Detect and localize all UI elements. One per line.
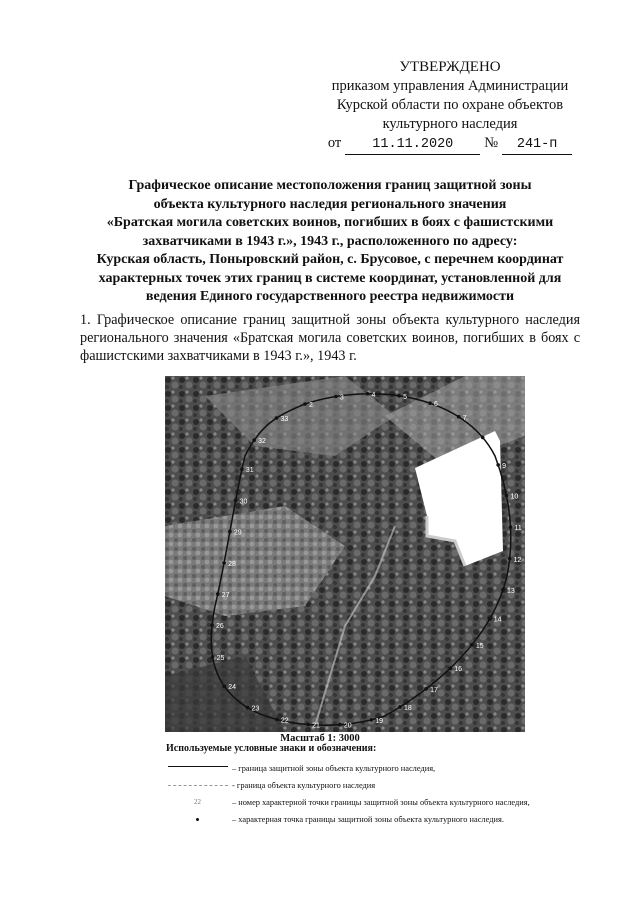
boundary-point-label: 5: [403, 393, 408, 401]
boundary-point-label: 19: [375, 717, 384, 725]
boundary-point: [252, 438, 256, 442]
legend-item: [168, 760, 588, 777]
boundary-point: [424, 687, 428, 691]
legend-item: [168, 811, 588, 828]
boundary-point-label: 16: [454, 666, 463, 674]
boundary-point-label: 25: [216, 654, 225, 662]
boundary-point: [398, 705, 402, 709]
boundary-point: [338, 723, 342, 727]
boundary-point-label: 17: [430, 686, 438, 694]
boundary-point-label: 18: [404, 704, 412, 712]
boundary-point: [428, 401, 432, 405]
boundary-point: [508, 557, 512, 561]
title-line: объекта культурного наследия регионального значения: [153, 196, 507, 212]
boundary-point-label: 10: [510, 493, 519, 501]
title-line: «Братская могила советских воинов, погибших в боях с фашистскими: [106, 215, 554, 230]
legend-text: – номер характерной точки границы защитной зоны объекта культурного наследия,: [232, 798, 530, 807]
order-date: 11.11.2020: [345, 135, 480, 155]
boundary-point: [369, 718, 373, 722]
boundary-point-label: 9: [502, 462, 507, 470]
boundary-point: [481, 436, 485, 440]
approval-stamp: [300, 58, 600, 155]
legend-text: – граница защитной зоны объекта культурного наследия,: [232, 764, 436, 773]
date-prefix: от: [327, 135, 342, 151]
order-number: 241-п: [502, 135, 572, 155]
boundary-point: [222, 684, 226, 688]
approval-heading: УТВЕРЖДЕНО: [399, 59, 501, 75]
boundary-point-label: 3: [339, 394, 344, 402]
boundary-point: [211, 655, 215, 659]
boundary-point-label: 24: [228, 684, 237, 692]
legend-text: – характерная точка границы защитной зоны объекта культурного наследия.: [232, 815, 504, 824]
boundary-point: [303, 402, 307, 406]
legend-item: [168, 794, 588, 811]
boundary-point: [275, 416, 279, 420]
boundary-point: [216, 592, 220, 596]
boundary-point-label: 13: [506, 587, 515, 595]
section-paragraph: 1. Графическое описание границ защитной зоны объекта культурного наследия регионального значения «Братская могила советских воинов, погибших в боях с фашистскими захватчиками в 1943 г.», 1943 г.: [80, 312, 580, 364]
boundary-point: [496, 463, 500, 467]
boundary-point-label: 6: [434, 401, 438, 409]
boundary-point: [470, 643, 474, 647]
point-number-sample: 22: [194, 797, 201, 806]
boundary-point: [334, 395, 338, 399]
boundary-point-label: 8: [486, 435, 491, 443]
boundary-point: [210, 623, 214, 627]
boundary-point: [222, 561, 226, 565]
aerial-map: [165, 376, 525, 732]
approval-date-line: [300, 134, 600, 155]
boundary-point-label: 20: [343, 722, 352, 730]
title-line: ведения Единого государственного реестра недвижимости: [145, 289, 515, 304]
approval-line-2: Курской области по охране объектов: [336, 97, 564, 113]
boundary-point-label: 32: [258, 438, 266, 446]
map-scale: Масштаб 1: 3000: [280, 733, 360, 744]
title-line: характерных точек этих границ в системе координат, установленной для: [98, 270, 562, 286]
boundary-point-label: 23: [251, 705, 260, 713]
boundary-point-label: 21: [312, 722, 320, 730]
boundary-point-label: 29: [233, 529, 242, 537]
boundary-point-label: 11: [514, 525, 522, 533]
boundary-point-label: 31: [245, 467, 254, 475]
boundary-point-label: 4: [371, 391, 376, 399]
boundary-point-label: 15: [475, 642, 484, 650]
boundary-point-label: 12: [513, 556, 522, 564]
boundary-point-label: 14: [493, 616, 502, 624]
boundary-point-label: 28: [228, 560, 236, 568]
boundary-point: [275, 718, 279, 722]
boundary-point: [397, 394, 401, 398]
number-prefix: №: [484, 135, 499, 151]
boundary-point-label: 2: [309, 402, 313, 409]
legend: [168, 760, 588, 828]
boundary-point: [488, 617, 492, 621]
boundary-point: [366, 392, 370, 396]
title-line: Курская область, Поныровский район, с. Брусовое, с перечнем координат: [96, 252, 564, 267]
title-line: Графическое описание местоположения границ защитной зоны: [128, 178, 532, 193]
boundary-point: [457, 415, 461, 419]
boundary-point-label: 22: [280, 717, 289, 725]
approval-line-1: приказом управления Администрации: [331, 78, 569, 94]
boundary-point-label: 33: [280, 415, 289, 423]
legend-title: Используемые условные знаки и обозначения:: [166, 743, 377, 754]
boundary-point: [448, 666, 452, 670]
solid-line-symbol: [168, 764, 228, 774]
boundary-point: [240, 467, 244, 471]
boundary-point-label: 7: [462, 414, 467, 422]
approval-line-3: культурного наследия: [382, 116, 518, 132]
boundary-point-label: 30: [239, 498, 248, 506]
point-number-symbol: [168, 798, 228, 808]
boundary-point: [505, 494, 509, 498]
point-dot-symbol: [168, 815, 228, 825]
dashed-line-symbol: [168, 781, 228, 791]
boundary-point: [246, 706, 250, 710]
legend-item: [168, 777, 588, 794]
document-title: [70, 177, 590, 307]
boundary-point: [501, 588, 505, 592]
aerial-photo: [165, 376, 525, 732]
legend-text: - граница объекта культурного наследия: [232, 781, 376, 790]
boundary-point-label: 26: [216, 623, 224, 631]
boundary-point: [228, 530, 232, 534]
boundary-point: [234, 499, 238, 503]
boundary-point: [306, 723, 310, 727]
title-line: захватчиками в 1943 г.», 1943 г., расположенного по адресу:: [142, 233, 518, 249]
boundary-point: [509, 525, 513, 529]
boundary-point-label: 27: [221, 592, 230, 600]
